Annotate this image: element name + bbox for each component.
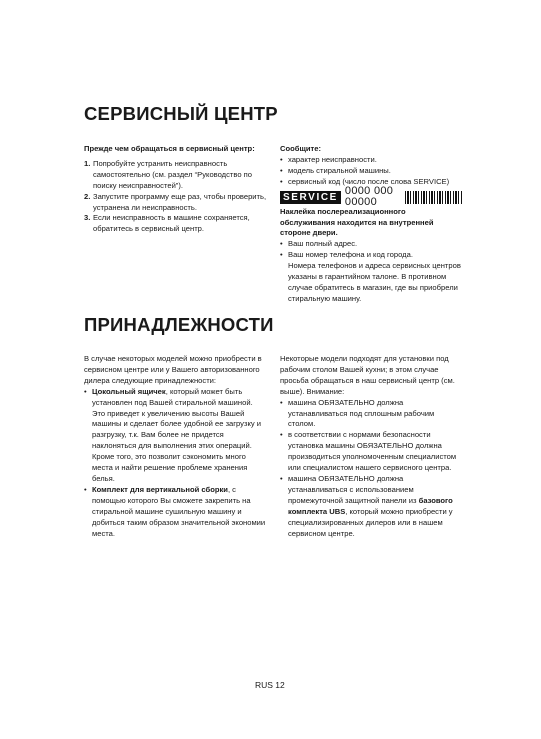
warning-text: в соответствии с нормами безопасности установка машины ОБЯЗАТЕЛЬНО должна производиться уполномоченным специалистом или специалистом нашего сервисного центра. bbox=[288, 430, 457, 473]
accessories-right-column bbox=[280, 354, 462, 539]
warning-text: машина ОБЯЗАТЕЛЬНО должна устанавливаться под сплошным рабочим столом. bbox=[288, 397, 435, 429]
accessories-right-intro: Некоторые модели подходят для установки под рабочим столом Вашей кухни; в этом случае просьба обращаться в наш сервисный центр (см. выше). Внимание: bbox=[280, 354, 455, 396]
report-item: • сервисный код (число после слова SERVICE) bbox=[280, 176, 450, 186]
sticker-note: Наклейка послереализационного обслуживания находится на внутренней стороне двери. bbox=[280, 206, 434, 238]
service-code: 0000 000 00000 bbox=[344, 185, 394, 209]
warning-item: • в соответствии с нормами безопасности установка машины ОБЯЗАТЕЛЬНО должна производиться уполномоченным специалистом или специалистом нашего сервисного центра. bbox=[280, 430, 462, 474]
service-right-column bbox=[280, 144, 462, 305]
contact-note: Номера телефонов и адреса сервисных центров указаны в гарантийном талоне. В противном случае обратитесь в магазин, где вы приобрели стиральную машину. bbox=[288, 261, 461, 303]
accessory-name: Цокольный ящичек bbox=[92, 386, 166, 396]
contact-item: • Ваш полный адрес. bbox=[280, 239, 358, 249]
contact-item-text: Ваш номер телефона и код города. bbox=[288, 250, 413, 260]
step-number: 3. bbox=[84, 213, 91, 223]
step-text: Попробуйте устранить неисправность самостоятельно (см. раздел “Руководство по поиску неисправностей”). bbox=[93, 158, 253, 190]
step-text: Запустите программу еще раз, чтобы проверить, устранена ли неисправность. bbox=[93, 191, 267, 212]
service-title: СЕРВИСНЫЙ ЦЕНТР bbox=[84, 103, 278, 124]
report-item-text: модель стиральной машины. bbox=[288, 165, 391, 175]
accessories-title: ПРИНАДЛЕЖНОСТИ bbox=[84, 314, 274, 335]
accessory-item: • Цокольный ящичек, который может быть установлен под Вашей стиральной машиной. Это приведет к увеличению высоты Вашей машины и сделает более удобной ее загрузку и разгрузку, т.к. Вам более не придется наклоняться для выполнения этих операций. Кроме того, это позволит сэкономить много места и найти решение проблеме хранения белья. bbox=[84, 386, 262, 483]
service-left-heading: Прежде чем обращаться в сервисный центр: bbox=[84, 144, 255, 153]
contact-item: • Ваш номер телефона и код города. bbox=[280, 250, 413, 260]
accessory-name: Комплект для вертикальной сборки bbox=[92, 484, 228, 494]
step-number: 2. bbox=[84, 191, 91, 201]
step-item bbox=[84, 159, 267, 192]
warning-text-end: , который можно приобрести у специализированных дилеров или в нашем сервисном центре. bbox=[288, 506, 453, 538]
service-logo: SERVICE bbox=[280, 191, 341, 204]
step-number: 1. bbox=[84, 158, 91, 168]
contact-item-text: Ваш полный адрес. bbox=[288, 239, 358, 249]
report-item: • характер неисправности. bbox=[280, 154, 377, 164]
step-item bbox=[84, 192, 267, 214]
barcode-icon bbox=[405, 191, 462, 204]
page-number: RUS 12 bbox=[255, 680, 285, 690]
accessories-left-intro: В случае некоторых моделей можно приобрести в сервисном центре или у Вашего авторизованного дилера следующие принадлежности: bbox=[84, 354, 262, 385]
report-item-text: сервисный код (число после слова SERVICE) bbox=[288, 176, 450, 186]
report-item: • модель стиральной машины. bbox=[280, 165, 391, 175]
service-sticker bbox=[280, 185, 462, 209]
accessory-text: , с помощью которого Вы сможете закрепить на стиральной машине сушильную машину и добиться таким образом значительной экономии места. bbox=[92, 484, 266, 538]
step-item bbox=[84, 213, 267, 235]
accessories-left-column bbox=[84, 354, 267, 539]
warning-item: • машина ОБЯЗАТЕЛЬНО должна устанавливаться под сплошным рабочим столом. bbox=[280, 398, 462, 431]
warning-item: • машина ОБЯЗАТЕЛЬНО должна устанавливаться с использованием промежуточной защитной панели из базового комплекта UBS, который можно приобрести у специализированных дилеров или в нашем сервисном центре. bbox=[280, 473, 453, 538]
warning-bold: базового комплекта UBS bbox=[288, 495, 453, 516]
accessory-text: , который может быть установлен под Вашей стиральной машиной. Это приведет к увеличению высоты Вашей машины и сделает более удобной ее загрузку и разгрузку, т.к. Вам более не придется наклоняться для выполнения этих операций. Кроме того, это позволит сэкономить много места и найти решение проблеме хранения белья. bbox=[92, 386, 262, 483]
accessory-item: • Комплект для вертикальной сборки, с помощью которого Вы сможете закрепить на стиральной машине сушильную машину и добиться таким образом значительной экономии места. bbox=[84, 484, 266, 538]
report-item-text: характер неисправности. bbox=[288, 154, 377, 164]
step-text: Если неисправность в машине сохраняется, обратитесь в сервисный центр. bbox=[93, 213, 250, 234]
service-left-column bbox=[84, 144, 267, 235]
service-right-heading: Сообщите: bbox=[280, 144, 321, 153]
warning-text: машина ОБЯЗАТЕЛЬНО должна устанавливаться с использованием промежуточной защитной панели из bbox=[288, 473, 419, 505]
